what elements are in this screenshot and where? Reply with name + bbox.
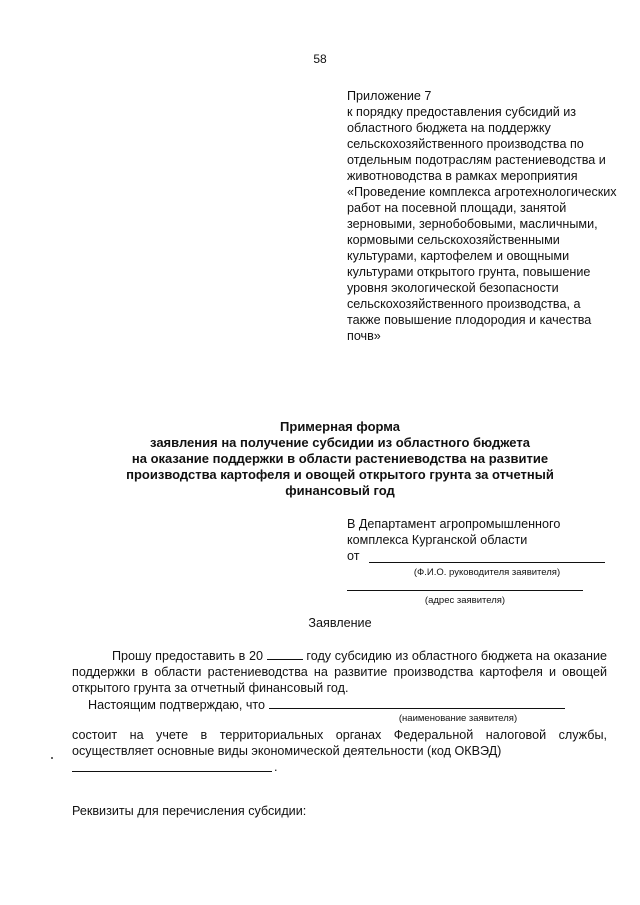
okved-field[interactable] [72,760,272,772]
address-caption-row [347,594,607,608]
head-caption-row [347,564,607,578]
form-title-line: производства картофеля и овощей открытого грунта за отчетный [126,467,554,482]
appendix-block [347,88,617,344]
address-field[interactable] [347,578,583,591]
confirm-paragraph [72,697,607,713]
tax-paragraph [72,727,607,759]
request-start: Прошу предоставить в 20 [112,649,264,663]
request-rest: году субсидию из областного бюджета на оказание поддержки в области растениеводства на развитие производства картофеля и овощей открытого грунта за отчетный финансовый год. [72,649,607,695]
form-title-line: Примерная форма [280,419,400,434]
confirm-start: Настоящим подтверждаю, что [88,698,266,712]
head-name-field[interactable] [369,548,605,563]
appendix-text: к порядку предоставления субсидий из областного бюджета на поддержку сельскохозяйственного производства по отдельным подотраслям растениеводства и животноводства в рамках мероприятия «Проведение комплекса агротехнологических работ на посевной площади, занятой зерновыми, зернобобовыми, масличными, кормовыми сельскохозяйственными культурами, картофелем и овощными культурами открытого грунта, повышение уровня экологической безопасности сельскохозяйственного производства, а также повышение плодородия и качества почв» [347,105,617,343]
from-label: от [347,549,360,563]
scan-dot [51,757,53,759]
form-title-line: на оказание поддержки в области растениеводства на развитие [131,451,549,466]
address-caption: (адрес заявителя) [424,595,506,606]
addressee-block [347,516,607,608]
requisites-paragraph [72,803,607,819]
tax-text: состоит на учете в территориальных органах Федеральной налоговой службы, осуществляет основные виды экономической деятельности (код ОКВЭД) [72,728,607,758]
appendix-title: Приложение 7 [347,89,432,103]
form-title-line: финансовый год [285,483,395,498]
applicant-name-field[interactable] [269,697,565,709]
addressee-line: комплекса Курганской области [347,533,528,547]
request-paragraph [72,648,607,696]
year-field[interactable] [267,648,303,660]
page-number: 58 [313,52,327,66]
from-row [347,548,607,564]
form-title [70,419,610,499]
applicant-caption: (наименование заявителя) [398,713,518,724]
statement-heading: Заявление [308,616,372,630]
requisites-text: Реквизиты для перечисления субсидии: [72,804,307,818]
addressee-line: В Департамент агропромышленного [347,517,561,531]
head-caption: (Ф.И.О. руководителя заявителя) [413,567,561,578]
address-row [347,578,607,594]
form-title-line: заявления на получение субсидии из областного бюджета [150,435,530,450]
